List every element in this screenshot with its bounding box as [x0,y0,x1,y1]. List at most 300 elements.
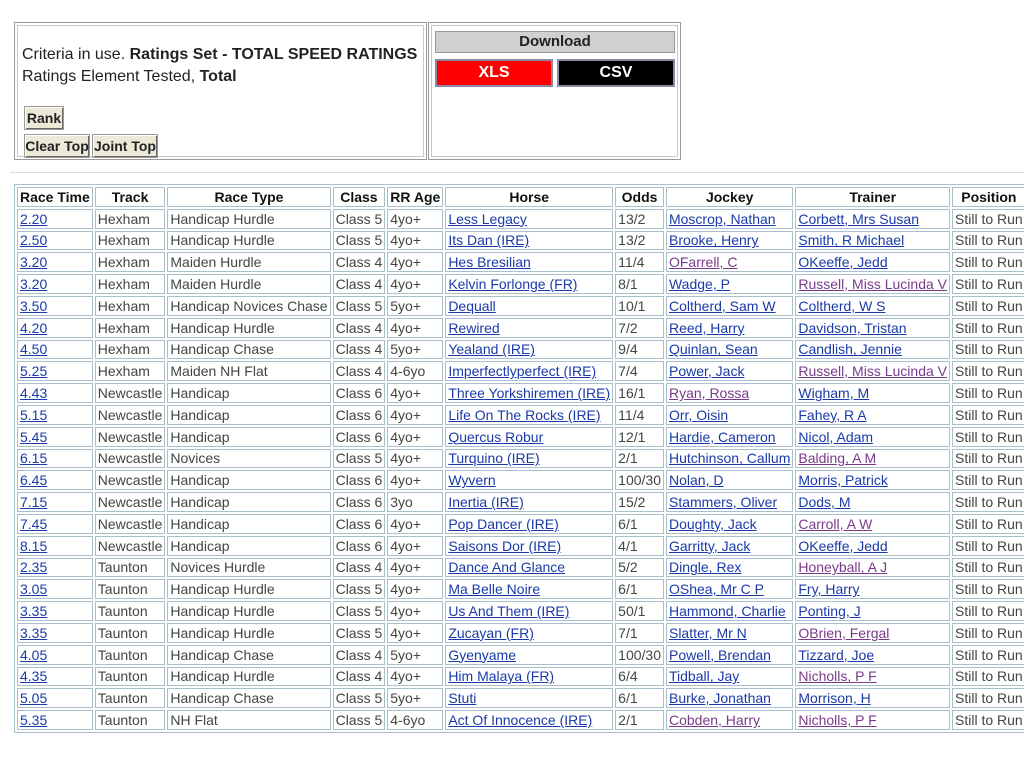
trainer-link[interactable]: Nicholls, P F [798,668,877,685]
cell-rr-age: 5yo+ [387,645,443,665]
cell-trainer [795,318,950,338]
cell-jockey [666,340,793,360]
horse-link[interactable]: Him Malaya (FR) [448,668,555,685]
cell-rr-age: 3yo [387,492,443,512]
cell-jockey [666,427,793,447]
cell-odds: 100/30 [615,645,664,665]
cell-jockey [666,492,793,512]
cell-position: Still to Run [952,383,1024,403]
header-race-time: Race Time [17,187,93,207]
table-row [17,427,1024,447]
cell-horse [445,427,613,447]
cell-trainer [795,514,950,534]
cell-horse [445,296,613,316]
jockey-link[interactable]: Quinlan, Sean [668,341,758,358]
cell-horse [445,340,613,360]
horse-link[interactable]: Dance And Glance [448,559,566,576]
horse-link[interactable]: Stuti [448,690,477,707]
race-time-link[interactable]: 4.35 [20,668,48,685]
clear-top-button[interactable]: Clear Top [24,134,90,158]
table-row [17,252,1024,272]
cell-race-type: Handicap [167,536,330,556]
cell-track: Taunton [95,601,166,621]
cell-trainer [795,536,950,556]
cell-class: Class 5 [333,209,386,229]
horse-link[interactable]: Kelvin Forlonge (FR) [448,276,578,293]
trainer-link[interactable]: Nicholls, P F [798,712,877,729]
cell-trainer [795,601,950,621]
cell-odds: 13/2 [615,231,664,251]
cell-rr-age: 4yo+ [387,514,443,534]
cell-class: Class 4 [333,318,386,338]
cell-rr-age: 4yo+ [387,558,443,578]
cell-rr-age: 4yo+ [387,427,443,447]
cell-odds: 11/4 [615,405,664,425]
cell-race-time [17,710,93,730]
cell-position: Still to Run [952,274,1024,294]
cell-class: Class 6 [333,492,386,512]
cell-rr-age: 4yo+ [387,470,443,490]
trainer-link[interactable]: Nicol, Adam [798,428,874,445]
cell-race-time [17,667,93,687]
race-time-link[interactable]: 5.35 [20,712,48,729]
jockey-link[interactable]: Moscrop, Nathan [668,210,776,227]
race-time-link[interactable]: 4.43 [20,385,48,402]
cell-rr-age: 4yo+ [387,209,443,229]
cell-class: Class 4 [333,274,386,294]
cell-race-type: Maiden Hurdle [167,252,330,272]
cell-rr-age: 4yo+ [387,274,443,294]
race-time-link[interactable]: 7.45 [20,515,48,532]
cell-class: Class 5 [333,623,386,643]
cell-position: Still to Run [952,340,1024,360]
trainer-link[interactable]: Russell, Miss Lucinda V [798,276,947,293]
horse-link[interactable]: Inertia (IRE) [448,494,524,511]
table-row [17,296,1024,316]
race-time-link[interactable]: 4.20 [20,319,48,336]
cell-race-type: Novices Hurdle [167,558,330,578]
cell-race-type: Handicap Chase [167,645,330,665]
results-table [14,184,1024,733]
cell-trainer [795,209,950,229]
trainer-link[interactable]: Dods, M [798,494,851,511]
race-time-link[interactable]: 5.05 [20,690,48,707]
jockey-link[interactable]: OShea, Mr C P [668,581,764,598]
trainer-link[interactable]: Honeyball, A J [798,559,888,576]
cell-trainer [795,252,950,272]
cell-position: Still to Run [952,361,1024,381]
cell-race-time [17,209,93,229]
cell-horse [445,579,613,599]
cell-class: Class 5 [333,688,386,708]
race-time-link[interactable]: 4.50 [20,341,48,358]
cell-track: Newcastle [95,427,166,447]
cell-odds: 6/1 [615,579,664,599]
jockey-link[interactable]: Hutchinson, Callum [668,450,791,467]
jockey-link[interactable]: Burke, Jonathan [668,690,771,707]
trainer-link[interactable]: Corbett, Mrs Susan [798,210,919,227]
horse-link[interactable]: Quercus Robur [448,428,544,445]
horse-link[interactable]: Its Dan (IRE) [448,232,530,249]
table-row [17,231,1024,251]
cell-track: Newcastle [95,449,166,469]
cell-jockey [666,623,793,643]
jockey-link[interactable]: Slatter, Mr N [668,624,747,641]
cell-jockey [666,514,793,534]
horse-link[interactable]: Imperfectlyperfect (IRE) [448,363,597,380]
cell-track: Newcastle [95,383,166,403]
cell-odds: 7/2 [615,318,664,338]
table-row [17,536,1024,556]
race-time-link[interactable]: 5.25 [20,363,48,380]
cell-track: Newcastle [95,405,166,425]
cell-position: Still to Run [952,492,1024,512]
cell-horse [445,645,613,665]
cell-trainer [795,579,950,599]
cell-odds: 4/1 [615,536,664,556]
cell-horse [445,252,613,272]
trainer-link[interactable]: Davidson, Tristan [798,319,907,336]
cell-horse [445,231,613,251]
cell-jockey [666,470,793,490]
cell-position: Still to Run [952,449,1024,469]
cell-horse [445,361,613,381]
trainer-link[interactable]: Fry, Harry [798,581,860,598]
table-row [17,405,1024,425]
cell-rr-age: 4yo+ [387,601,443,621]
cell-rr-age: 5yo+ [387,340,443,360]
cell-class: Class 4 [333,361,386,381]
cell-trainer [795,427,950,447]
race-time-link[interactable]: 3.20 [20,254,48,271]
race-time-link[interactable]: 2.50 [20,232,48,249]
race-time-link[interactable]: 8.15 [20,537,48,554]
cell-position: Still to Run [952,623,1024,643]
cell-track: Newcastle [95,470,166,490]
jockey-link[interactable]: Garritty, Jack [668,537,751,554]
cell-position: Still to Run [952,318,1024,338]
cell-jockey [666,558,793,578]
cell-trainer [795,383,950,403]
cell-class: Class 6 [333,536,386,556]
cell-trainer [795,623,950,643]
download-panel [428,22,681,160]
cell-horse [445,492,613,512]
cell-odds: 6/4 [615,667,664,687]
cell-position: Still to Run [952,710,1024,730]
horse-link[interactable]: Zucayan (FR) [448,624,534,641]
trainer-link[interactable]: Morris, Patrick [798,472,888,489]
jockey-link[interactable]: Powell, Brendan [668,646,771,663]
race-time-link[interactable]: 6.15 [20,450,48,467]
cell-rr-age: 4yo+ [387,579,443,599]
table-row [17,492,1024,512]
jockey-link[interactable]: Coltherd, Sam W [668,297,776,314]
cell-horse [445,449,613,469]
jockey-link[interactable]: Wadge, P [668,276,730,293]
cell-trainer [795,340,950,360]
horse-link[interactable]: Act Of Innocence (IRE) [448,712,593,729]
jockey-link[interactable]: OFarrell, C [668,254,738,271]
horse-link[interactable]: Turquino (IRE) [448,450,540,467]
table-row [17,645,1024,665]
cell-race-type: Handicap [167,470,330,490]
criteria-prefix: Criteria in use. [22,46,126,63]
cell-horse [445,209,613,229]
cell-trainer [795,231,950,251]
horse-link[interactable]: Life On The Rocks (IRE) [448,406,601,423]
cell-class: Class 5 [333,710,386,730]
cell-race-time [17,252,93,272]
cell-position: Still to Run [952,427,1024,447]
race-time-link[interactable]: 3.05 [20,581,48,598]
jockey-link[interactable]: Nolan, D [668,472,724,489]
cell-track: Hexham [95,361,166,381]
cell-rr-age: 4yo+ [387,318,443,338]
cell-track: Taunton [95,579,166,599]
csv-download-button[interactable]: CSV [557,59,675,87]
cell-race-time [17,688,93,708]
trainer-link[interactable]: Wigham, M [798,385,870,402]
cell-horse [445,623,613,643]
trainer-link[interactable]: Morrison, H [798,690,871,707]
cell-horse [445,383,613,403]
table-row [17,579,1024,599]
cell-horse [445,601,613,621]
jockey-link[interactable]: Doughty, Jack [668,515,757,532]
cell-trainer [795,470,950,490]
cell-rr-age: 4yo+ [387,405,443,425]
jockey-link[interactable]: Ryan, Rossa [668,385,750,402]
cell-track: Taunton [95,667,166,687]
table-row [17,361,1024,381]
jockey-link[interactable]: Cobden, Harry [668,712,761,729]
table-row [17,383,1024,403]
race-time-link[interactable]: 4.05 [20,646,48,663]
cell-position: Still to Run [952,405,1024,425]
cell-race-type: Handicap [167,405,330,425]
criteria-panel-inner [17,25,424,157]
horse-link[interactable]: Rewired [448,319,500,336]
cell-race-type: NH Flat [167,710,330,730]
cell-race-time [17,427,93,447]
cell-race-time [17,274,93,294]
cell-horse [445,318,613,338]
rank-button[interactable]: Rank [24,106,64,130]
joint-top-button[interactable]: Joint Top [92,134,158,158]
race-time-link[interactable]: 3.35 [20,624,48,641]
table-row [17,558,1024,578]
table-row [17,688,1024,708]
cell-position: Still to Run [952,601,1024,621]
cell-race-time [17,623,93,643]
trainer-link[interactable]: Smith, R Michael [798,232,905,249]
race-time-link[interactable]: 2.35 [20,559,48,576]
table-row [17,274,1024,294]
trainer-link[interactable]: OKeeffe, Jedd [798,254,888,271]
jockey-link[interactable]: Orr, Oisin [668,406,729,423]
cell-race-type: Handicap [167,383,330,403]
cell-jockey [666,318,793,338]
table-row [17,667,1024,687]
jockey-link[interactable]: Hardie, Cameron [668,428,776,445]
cell-race-type: Handicap Hurdle [167,623,330,643]
xls-download-button[interactable]: XLS [435,59,553,87]
cell-race-type: Handicap [167,514,330,534]
header-track: Track [95,187,166,207]
trainer-link[interactable]: OKeeffe, Jedd [798,537,888,554]
jockey-link[interactable]: Tidball, Jay [668,668,740,685]
horse-link[interactable]: Less Legacy [448,210,527,227]
cell-race-type: Handicap Hurdle [167,667,330,687]
trainer-link[interactable]: Balding, A M [798,450,877,467]
trainer-link[interactable]: Tizzard, Joe [798,646,875,663]
cell-trainer [795,274,950,294]
criteria-panel [14,22,427,160]
cell-jockey [666,667,793,687]
table-row [17,601,1024,621]
cell-race-time [17,383,93,403]
jockey-link[interactable]: Reed, Harry [668,319,745,336]
cell-track: Newcastle [95,514,166,534]
horse-link[interactable]: Saisons Dor (IRE) [448,537,562,554]
cell-race-type: Handicap Hurdle [167,601,330,621]
cell-race-time [17,645,93,665]
cell-track: Hexham [95,318,166,338]
cell-position: Still to Run [952,579,1024,599]
header-jockey: Jockey [666,187,793,207]
download-title: Download [435,31,675,53]
race-time-link[interactable]: 3.50 [20,297,48,314]
cell-jockey [666,645,793,665]
jockey-link[interactable]: Power, Jack [668,363,745,380]
cell-rr-age: 4yo+ [387,383,443,403]
cell-odds: 12/1 [615,427,664,447]
ratings-set: Ratings Set - TOTAL SPEED RATINGS [129,46,418,63]
header-trainer: Trainer [795,187,950,207]
horse-link[interactable]: Yealand (IRE) [448,341,535,358]
race-time-link[interactable]: 3.35 [20,603,48,620]
cell-horse [445,274,613,294]
trainer-link[interactable]: Coltherd, W S [798,297,886,314]
cell-rr-age: 4-6yo [387,361,443,381]
table-row [17,318,1024,338]
horse-link[interactable]: Hes Bresilian [448,254,531,271]
cell-jockey [666,536,793,556]
cell-race-type: Handicap Chase [167,340,330,360]
criteria-text [22,44,417,88]
jockey-link[interactable]: Stammers, Oliver [668,494,778,511]
cell-race-type: Handicap Novices Chase [167,296,330,316]
table-row [17,623,1024,643]
horse-link[interactable]: Us And Them (IRE) [448,603,570,620]
cell-race-time [17,405,93,425]
cell-position: Still to Run [952,252,1024,272]
cell-race-time [17,601,93,621]
cell-class: Class 6 [333,470,386,490]
cell-race-type: Maiden Hurdle [167,274,330,294]
cell-jockey [666,405,793,425]
race-time-link[interactable]: 5.15 [20,406,48,423]
race-time-link[interactable]: 7.15 [20,494,48,511]
cell-race-type: Handicap Hurdle [167,231,330,251]
cell-position: Still to Run [952,688,1024,708]
race-time-link[interactable]: 2.20 [20,210,48,227]
cell-track: Newcastle [95,536,166,556]
cell-jockey [666,579,793,599]
trainer-link[interactable]: Ponting, J [798,603,861,620]
trainer-link[interactable]: Candlish, Jennie [798,341,902,358]
jockey-link[interactable]: Brooke, Henry [668,232,759,249]
horse-link[interactable]: Ma Belle Noire [448,581,541,598]
cell-track: Hexham [95,296,166,316]
cell-track: Hexham [95,340,166,360]
race-time-link[interactable]: 5.45 [20,428,48,445]
cell-class: Class 4 [333,645,386,665]
cell-trainer [795,405,950,425]
download-panel-inner [431,25,678,157]
cell-trainer [795,492,950,512]
cell-odds: 6/1 [615,514,664,534]
cell-class: Class 4 [333,667,386,687]
cell-jockey [666,274,793,294]
cell-odds: 6/1 [615,688,664,708]
horse-link[interactable]: Three Yorkshiremen (IRE) [448,385,611,402]
element-prefix: Ratings Element Tested, [22,68,196,85]
cell-race-time [17,340,93,360]
horse-link[interactable]: Gyenyame [448,646,517,663]
cell-race-type: Handicap Hurdle [167,579,330,599]
cell-horse [445,667,613,687]
header-odds: Odds [615,187,664,207]
cell-track: Hexham [95,231,166,251]
cell-class: Class 6 [333,405,386,425]
cell-horse [445,710,613,730]
cell-trainer [795,667,950,687]
jockey-link[interactable]: Hammond, Charlie [668,603,786,620]
table-row [17,470,1024,490]
trainer-link[interactable]: Fahey, R A [798,406,867,423]
cell-rr-age: 5yo+ [387,688,443,708]
trainer-link[interactable]: OBrien, Fergal [798,624,890,641]
cell-trainer [795,710,950,730]
cell-horse [445,688,613,708]
cell-odds: 100/30 [615,470,664,490]
cell-trainer [795,361,950,381]
table-row [17,710,1024,730]
horse-link[interactable]: Wyvern [448,472,496,489]
race-time-link[interactable]: 6.45 [20,472,48,489]
horse-link[interactable]: Dequall [448,297,496,314]
section-divider [10,172,1024,173]
jockey-link[interactable]: Dingle, Rex [668,559,742,576]
cell-position: Still to Run [952,667,1024,687]
cell-class: Class 5 [333,579,386,599]
cell-odds: 13/2 [615,209,664,229]
horse-link[interactable]: Pop Dancer (IRE) [448,515,559,532]
cell-odds: 2/1 [615,449,664,469]
trainer-link[interactable]: Carroll, A W [798,515,873,532]
cell-position: Still to Run [952,209,1024,229]
cell-odds: 5/2 [615,558,664,578]
cell-position: Still to Run [952,470,1024,490]
cell-race-type: Handicap [167,427,330,447]
race-time-link[interactable]: 3.20 [20,276,48,293]
cell-horse [445,514,613,534]
cell-jockey [666,231,793,251]
trainer-link[interactable]: Russell, Miss Lucinda V [798,363,947,380]
cell-horse [445,558,613,578]
